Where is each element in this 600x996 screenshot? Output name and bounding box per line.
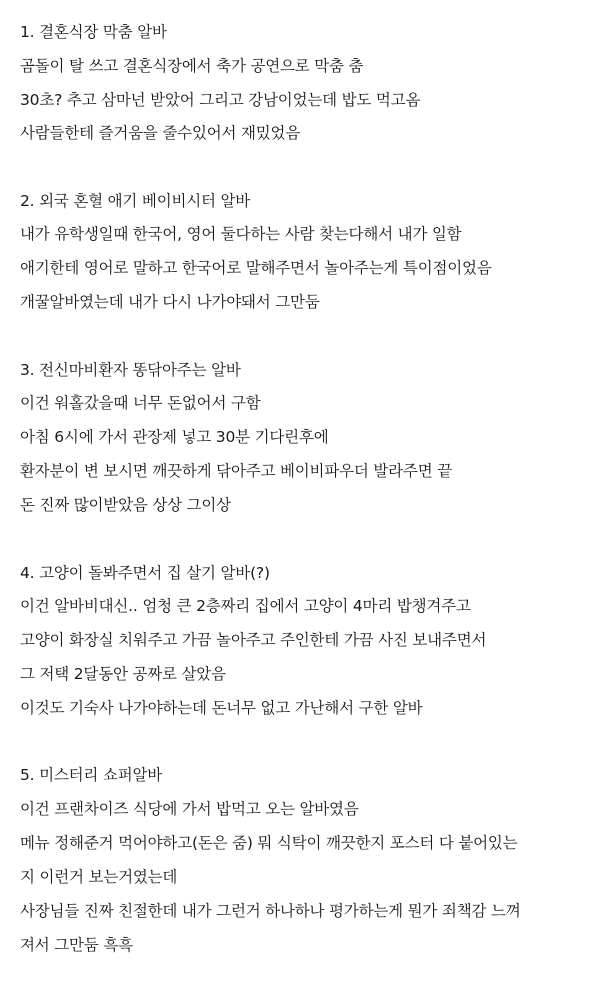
section-2-line-1: 내가 유학생일때 한국어, 영어 둘다하는 사람 찾는다해서 내가 일함	[20, 225, 462, 243]
section-5-line-2: 메뉴 정해준거 먹어야하고(돈은 줌) 뭐 식탁이 깨끗한지 포스터 다 붙어있는	[20, 834, 518, 852]
section-3-line-2: 아침 6시에 가서 관장제 넣고 30분 기다린후에	[20, 428, 329, 446]
section-5-line-4: 사장님들 진짜 친절한데 내가 그런거 하나하나 평가하는게 뭔가 죄책감 느껴	[20, 902, 521, 920]
section-3-heading: 3. 전신마비환자 똥닦아주는 알바	[20, 361, 241, 379]
section-4-line-1: 이건 알바비대신.. 엄청 큰 2층짜리 집에서 고양이 4마리 밥챙겨주고	[20, 597, 471, 615]
section-1-line-3: 사람들한테 즐거움을 줄수있어서 재밌었음	[20, 124, 301, 142]
section-4-heading: 4. 고양이 돌봐주면서 집 살기 알바(?)	[20, 564, 270, 582]
section-2-line-2: 애기한테 영어로 말하고 한국어로 말해주면서 놀아주는게 특이점이었음	[20, 259, 492, 277]
section-5-heading: 5. 미스터리 쇼퍼알바	[20, 766, 163, 784]
section-1-heading: 1. 결혼식장 막춤 알바	[20, 23, 167, 41]
section-5-line-5: 져서 그만둠 흑흑	[20, 936, 133, 954]
section-3-line-4: 돈 진짜 많이받았음 상상 그이상	[20, 496, 231, 514]
section-5-line-1: 이건 프랜차이즈 식당에 가서 밥먹고 오는 알바였음	[20, 800, 359, 818]
section-3-line-3: 환자분이 변 보시면 깨끗하게 닦아주고 베이비파우더 발라주면 끝	[20, 462, 452, 480]
section-5-line-3: 지 이런거 보는거였는데	[20, 868, 178, 886]
section-1-line-2: 30초? 추고 삼마넌 받았어 그리고 강남이었는데 밥도 먹고옴	[20, 91, 421, 109]
section-2-heading: 2. 외국 혼혈 애기 베이비시터 알바	[20, 192, 251, 210]
section-4-line-4: 이것도 기숙사 나가야하는데 돈너무 없고 가난해서 구한 알바	[20, 699, 423, 717]
section-4-line-3: 그 저택 2달동안 공짜로 살았음	[20, 665, 226, 683]
section-1-line-1: 곰돌이 탈 쓰고 결혼식장에서 축가 공연으로 막춤 춤	[20, 57, 364, 75]
section-3-line-1: 이건 워홀갔을때 너무 돈없어서 구함	[20, 394, 261, 412]
section-2-line-3: 개꿀알바였는데 내가 다시 나가야돼서 그만둠	[20, 293, 320, 311]
section-4-line-2: 고양이 화장실 치워주고 가끔 놀아주고 주인한테 가끔 사진 보내주면서	[20, 631, 487, 649]
